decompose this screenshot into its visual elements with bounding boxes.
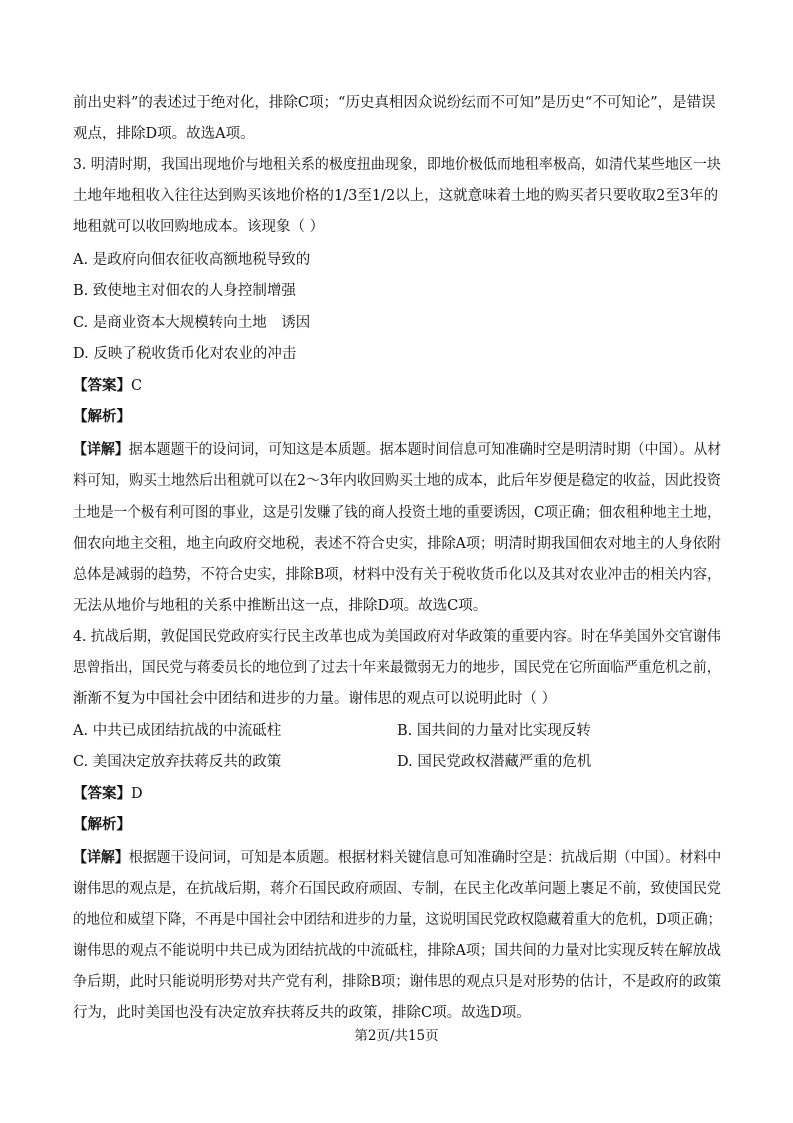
page-footer: 第2页/共15页 [354, 1028, 439, 1044]
option-b: B. 致使地主对佃农的人身控制增强 [73, 283, 296, 299]
answer-value: C [131, 378, 143, 394]
option-b: B. 国共间的力量对比实现反转 [397, 723, 591, 739]
detail-line: 的地位和威望下降，不再是中国社会中团结和进步的力量，这说明国民党政权隐藏着重大的危机，D项正确； [73, 912, 722, 928]
question-stem: 渐渐不复为中国社会中团结和进步的力量。谢伟思的观点可以说明此时（ ） [73, 691, 557, 707]
option-d: D. 反映了税收货币化对农业的冲击 [73, 346, 297, 362]
detail-line: 佃农向地主交租，地主向政府交地税，表述不符合史实，排除A项；明清时期我国佃农对地主的人身依附 [73, 536, 721, 552]
detail-line: 行为，此时美国也没有决定放弃扶蒋反共的政策，排除C项。故选D项。 [73, 1005, 531, 1021]
detail-line: 谢伟思的观点是，在抗战后期，蒋介石国民政府顽固、专制，在民主化改革问题上裹足不前，致使国民党 [73, 881, 721, 897]
question-stem: 4. 抗战后期，敦促国民党政府实行民主改革也成为美国政府对华政策的重要内容。时在华美国外交官谢伟 [73, 629, 721, 645]
detail-line: 无法从地价与地租的关系中推断出这一点，排除D项。故选C项。 [73, 598, 488, 614]
option-c: C. 美国决定放弃扶蒋反共的政策 [73, 754, 282, 770]
answer-value: D [131, 786, 143, 802]
detail-text: 根据题干设问词，可知是本质题。根据材料关键信息可知准确时空是：抗战后期（中国）。材料中 [128, 850, 722, 866]
question-stem: 土地年地租收入往往达到购买该地价格的1/3至1/2以上，这就意味着土地的购买者只要收取2至3年的 [73, 188, 719, 204]
detail-line [73, 440, 721, 460]
question-stem: 地租就可以收回购地成本。该现象（ ） [73, 219, 325, 235]
analysis-tag [73, 815, 131, 835]
option-d: D. 国民党政权潜藏严重的危机 [397, 754, 592, 770]
question-stem: 思曾指出，国民党与蒋委员长的地位到了过去十年来最微弱无力的地步，国民党在它所面临严重危机之前， [73, 660, 721, 676]
answer-tag: 【答案】 [73, 785, 131, 802]
detail-tag: 【详解】 [73, 849, 129, 866]
question-stem: 3. 明清时期，我国出现地价与地租关系的极度扭曲现象，即地价极低而地租率极高，如清代某些地区一块 [73, 157, 721, 173]
detail-line: 总体是减弱的趋势，不符合史实，排除B项，材料中没有关于税收货币化以及其对农业冲击的相关内容， [73, 567, 722, 583]
detail-line: 土地是一个极有利可图的事业，这是引发赚了钱的商人投资土地的重要诱因，C项正确；佃农租种地主土地， [73, 505, 721, 521]
detail-text: 据本题题干的设问词，可知这是本质题。据本题时间信息可知准确时空是明清时期（中国）。从材 [128, 442, 722, 458]
detail-line: 料可知，购买土地然后出租就可以在2～3年内收回购买土地的成本，此后年岁便是稳定的收益，因此投资 [73, 473, 721, 489]
option-a: A. 是政府向佃农征收高额地税导致的 [73, 252, 311, 268]
detail-line [73, 848, 721, 868]
option-a: A. 中共已成团结抗战的中流砥柱 [73, 723, 282, 739]
detail-line: 争后期，此时只能说明形势对共产党有利，排除B项；谢伟思的观点只是对形势的估计，不是政府的政策 [73, 974, 722, 990]
answer-tag: 【答案】 [73, 377, 131, 394]
answer-line [73, 376, 142, 396]
body-text-line: 前出史料”的表述过于绝对化，排除C项；“历史真相因众说纷纭而不可知”是历史“不可知论”，是错误 [73, 95, 716, 111]
analysis-label: 【解析】 [73, 408, 131, 425]
detail-line: 谢伟思的观点不能说明中共已成为团结抗战的中流砥柱，排除A项；国共间的力量对比实现反转在解放战 [73, 943, 721, 959]
analysis-tag [73, 407, 131, 427]
analysis-label: 【解析】 [73, 816, 131, 833]
answer-line [73, 784, 143, 804]
body-text-line: 观点，排除D项。故选A项。 [73, 126, 255, 142]
detail-tag: 【详解】 [73, 441, 129, 458]
option-c: C. 是商业资本大规模转向土地 诱因 [73, 315, 311, 331]
